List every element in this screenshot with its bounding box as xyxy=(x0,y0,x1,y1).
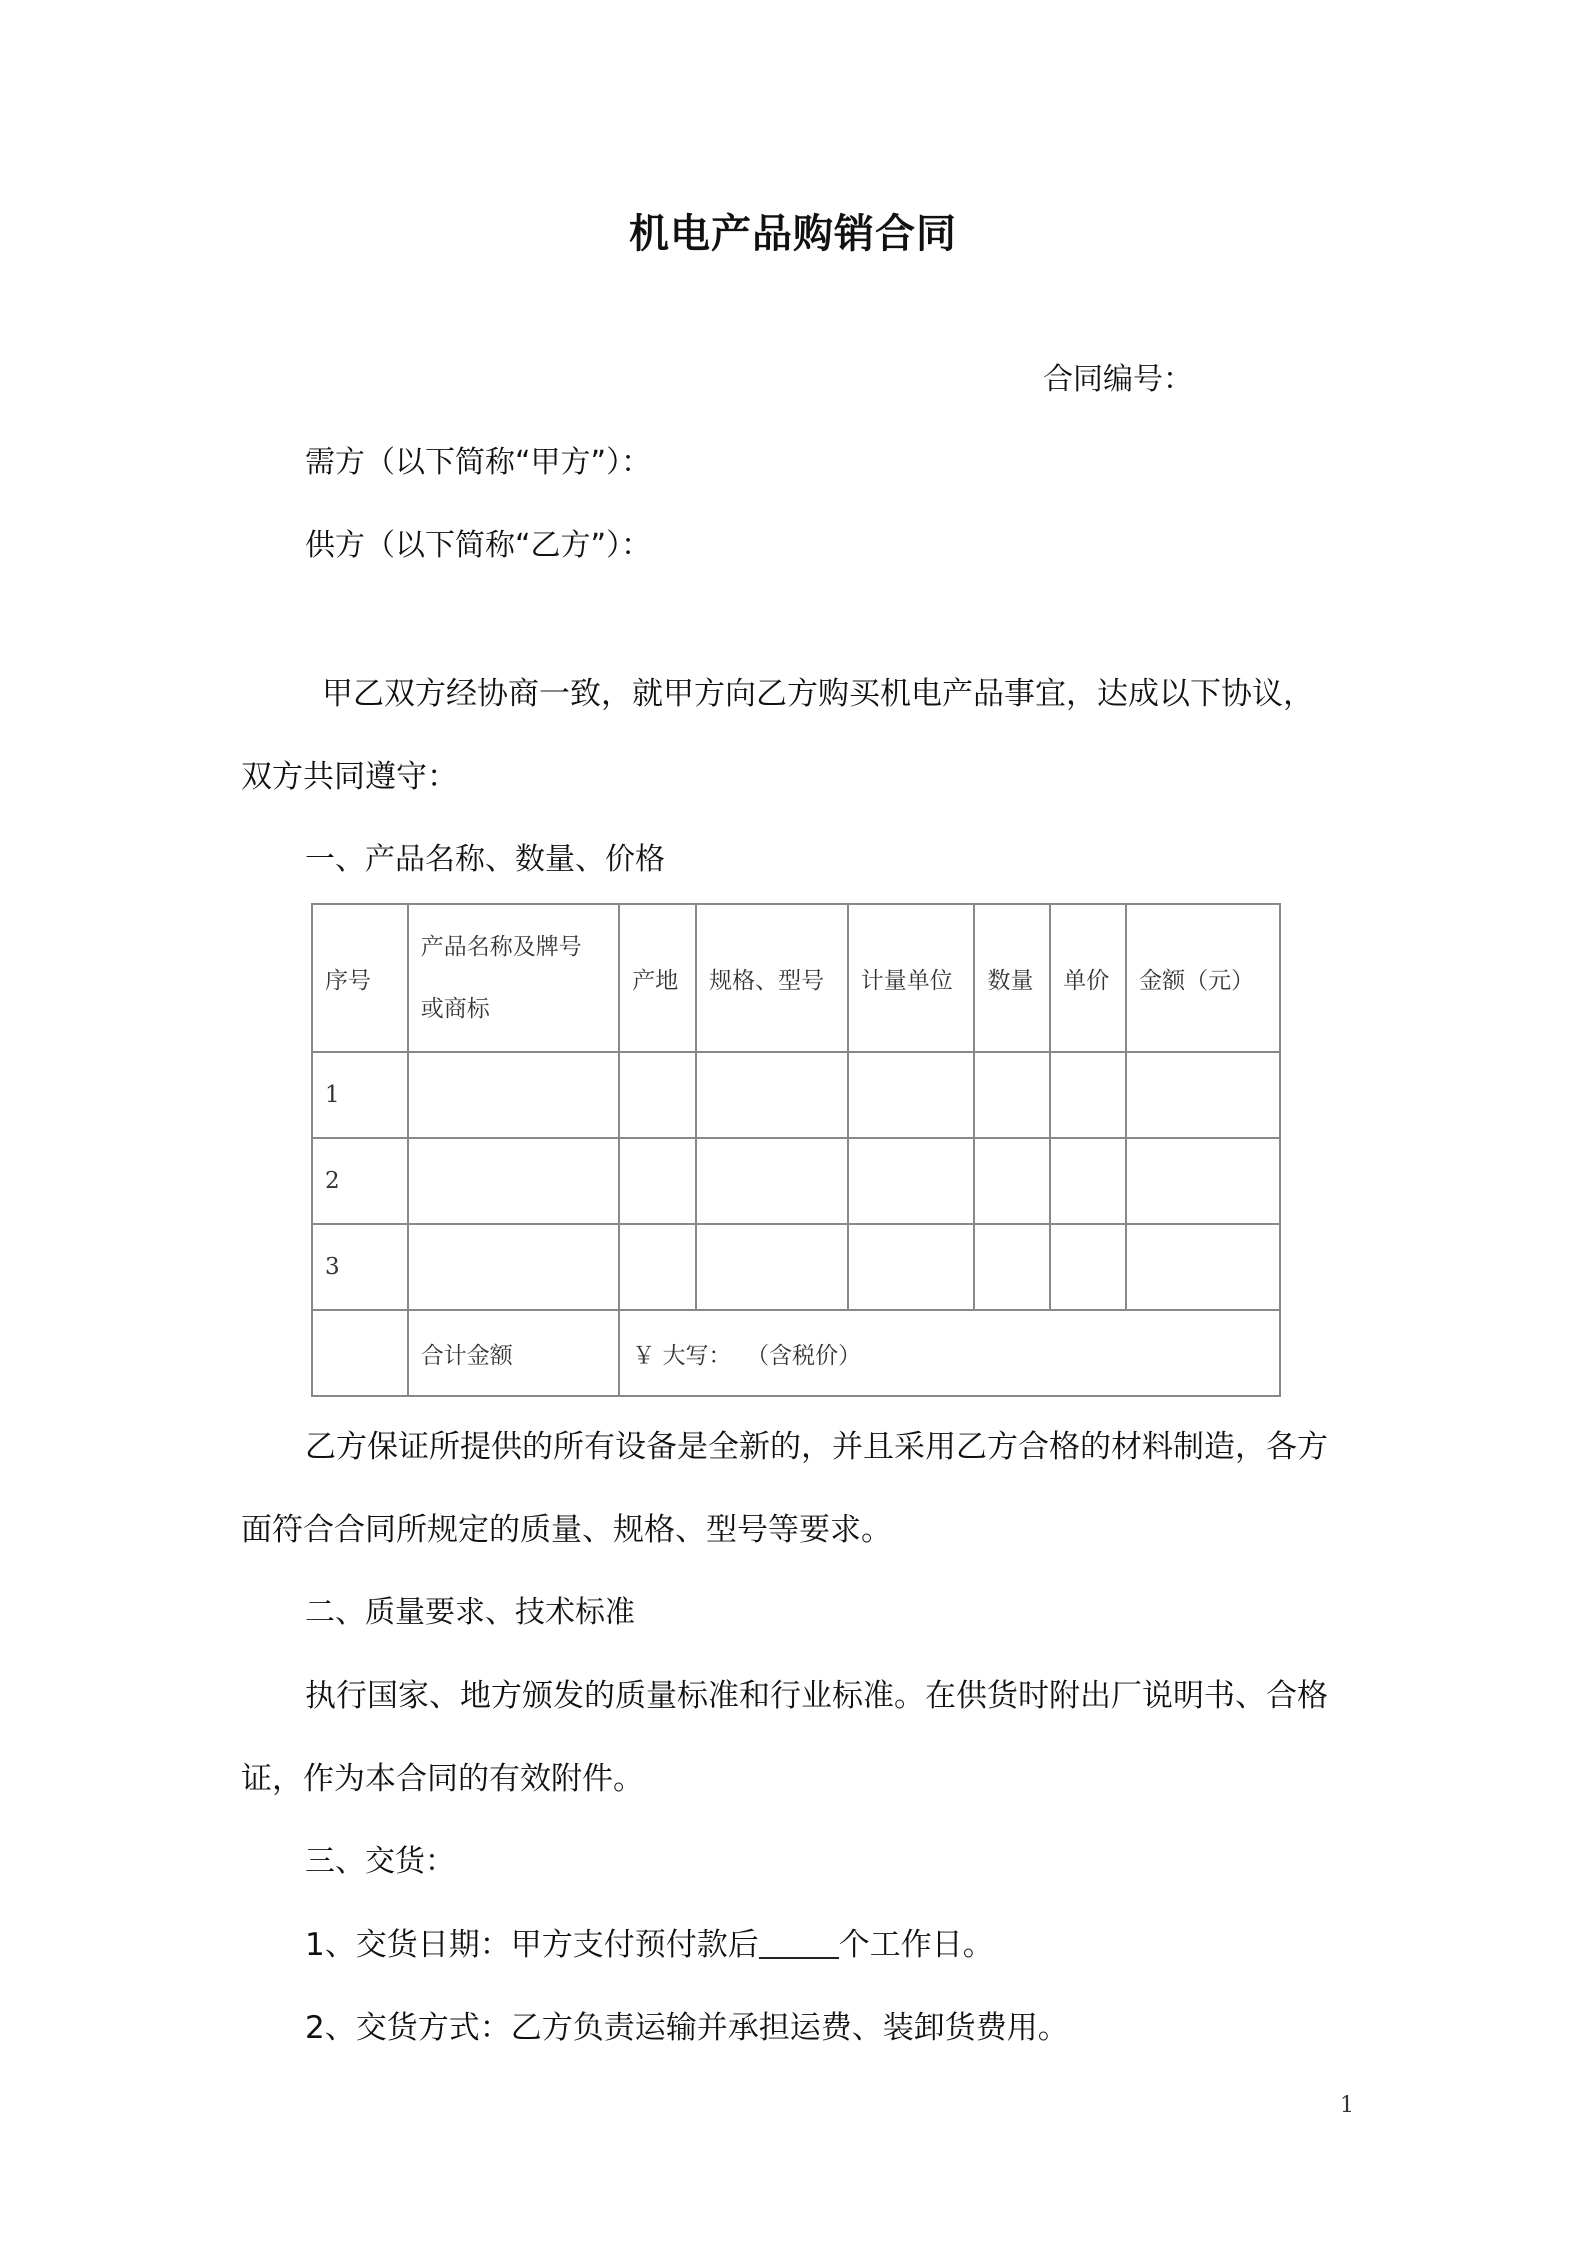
intro-line-2: 双方共同遵守： xyxy=(241,759,458,795)
cell-qty[interactable] xyxy=(974,1224,1050,1310)
cell-amount[interactable] xyxy=(1126,1138,1280,1224)
cell-price[interactable] xyxy=(1050,1052,1126,1138)
row-seq: 3 xyxy=(312,1224,408,1310)
header-unit: 计量单位 xyxy=(848,904,975,1052)
header-price: 单价 xyxy=(1050,904,1126,1052)
header-product-name-line2: 或商标 xyxy=(420,996,490,1022)
delivery-method-line: 2、交货方式：乙方负责运输并承担运费、装卸货费用。 xyxy=(305,2010,1069,2046)
header-qty: 数量 xyxy=(974,904,1050,1052)
header-origin: 产地 xyxy=(619,904,696,1052)
header-amount: 金额（元） xyxy=(1126,904,1280,1052)
cell-origin[interactable] xyxy=(619,1138,696,1224)
cell-product-name[interactable] xyxy=(408,1052,619,1138)
cell-price[interactable] xyxy=(1050,1138,1126,1224)
page-number: 1 xyxy=(1340,2093,1354,2118)
intro-line-1: 甲乙双方经协商一致，就甲方向乙方购买机电产品事宜，达成以下协议， xyxy=(322,676,1314,712)
table-total-row xyxy=(312,1310,1280,1396)
cell-spec[interactable] xyxy=(696,1052,848,1138)
table-row xyxy=(312,1138,1280,1224)
document-title: 机电产品购销合同 xyxy=(629,211,957,257)
cell-spec[interactable] xyxy=(696,1224,848,1310)
guarantee-line-2: 面符合合同所规定的质量、规格、型号等要求。 xyxy=(241,1512,892,1548)
header-seq: 序号 xyxy=(312,904,408,1052)
product-table xyxy=(311,903,1281,1397)
guarantee-line-1: 乙方保证所提供的所有设备是全新的，并且采用乙方合格的材料制造，各方 xyxy=(305,1429,1328,1465)
cell-amount[interactable] xyxy=(1126,1052,1280,1138)
buyer-label: 需方（以下简称“甲方”）： xyxy=(305,445,652,480)
cell-product-name[interactable] xyxy=(408,1224,619,1310)
header-product-name xyxy=(408,904,619,1052)
delivery-date-line xyxy=(305,1919,994,1964)
total-label: 合计金额 xyxy=(408,1310,619,1396)
delivery-date-suffix: 个工作日。 xyxy=(838,1927,994,1963)
table-row xyxy=(312,1052,1280,1138)
cell-amount[interactable] xyxy=(1126,1224,1280,1310)
cell-origin[interactable] xyxy=(619,1052,696,1138)
row-seq: 1 xyxy=(312,1052,408,1138)
section-1-heading: 一、产品名称、数量、价格 xyxy=(305,842,665,877)
cell-unit[interactable] xyxy=(848,1224,975,1310)
section-2-heading: 二、质量要求、技术标准 xyxy=(305,1595,635,1630)
header-product-name-line1: 产品名称及牌号 xyxy=(420,934,582,960)
header-spec: 规格、型号 xyxy=(696,904,848,1052)
section-3-heading: 三、交货： xyxy=(305,1844,455,1879)
delivery-date-prefix: 1、交货日期：甲方支付预付款后 xyxy=(305,1927,759,1963)
cell-price[interactable] xyxy=(1050,1224,1126,1310)
cell-qty[interactable] xyxy=(974,1138,1050,1224)
total-value[interactable]: ￥ 大写： （含税价） xyxy=(619,1310,1280,1396)
delivery-days-blank[interactable] xyxy=(759,1927,839,1959)
cell-spec[interactable] xyxy=(696,1138,848,1224)
cell-qty[interactable] xyxy=(974,1052,1050,1138)
cell-product-name[interactable] xyxy=(408,1138,619,1224)
table-row xyxy=(312,1224,1280,1310)
cell-origin[interactable] xyxy=(619,1224,696,1310)
table-header-row xyxy=(312,904,1280,1052)
seller-label: 供方（以下简称“乙方”）： xyxy=(305,528,652,563)
cell-unit[interactable] xyxy=(848,1052,975,1138)
total-empty-cell xyxy=(312,1310,408,1396)
section-2-line-2: 证，作为本合同的有效附件。 xyxy=(241,1761,644,1797)
section-2-line-1: 执行国家、地方颁发的质量标准和行业标准。在供货时附出厂说明书、合格 xyxy=(305,1678,1328,1714)
contract-number-label: 合同编号： xyxy=(1043,362,1193,397)
cell-unit[interactable] xyxy=(848,1138,975,1224)
row-seq: 2 xyxy=(312,1138,408,1224)
